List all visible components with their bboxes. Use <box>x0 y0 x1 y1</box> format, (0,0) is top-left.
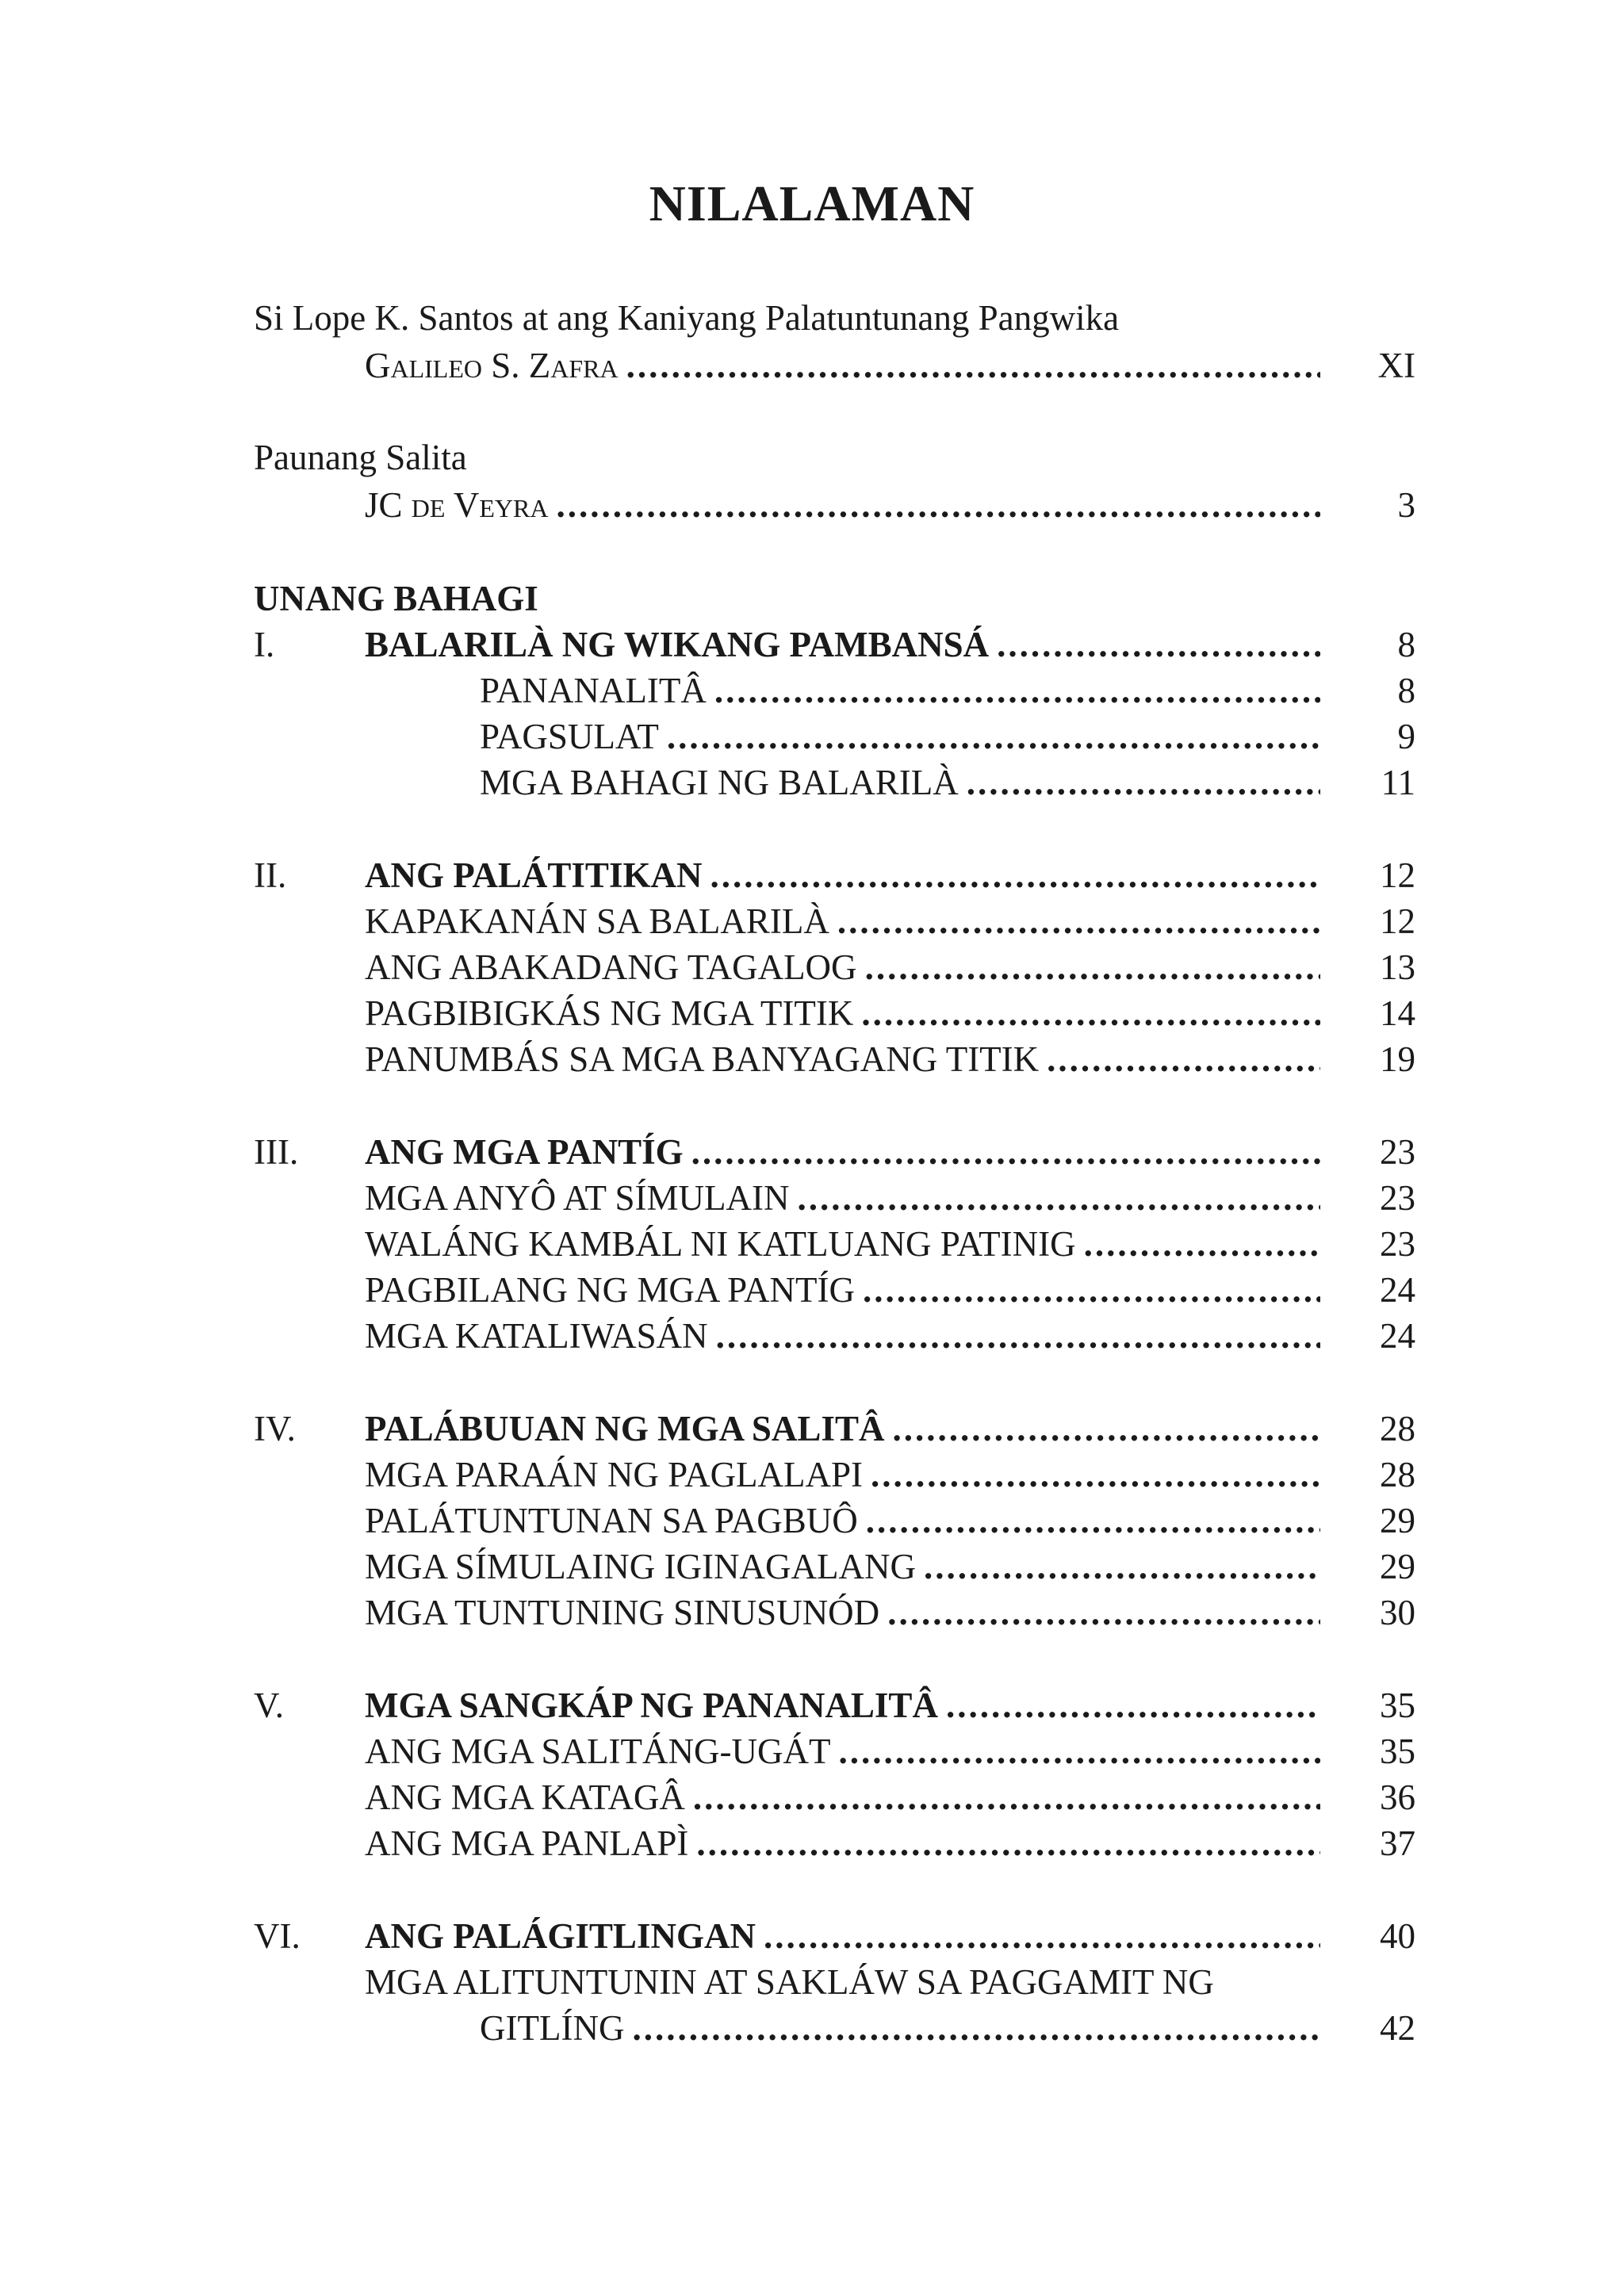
section-title: PALÁTUNTUNAN SA PAGBUÔ <box>365 1501 858 1540</box>
dot-leader <box>967 760 1320 806</box>
section-entry[interactable] <box>365 1036 1320 1082</box>
section-title: ANG ABAKADANG TAGALOG <box>365 947 857 987</box>
dot-leader <box>997 622 1320 668</box>
dot-leader <box>861 990 1320 1036</box>
section-entry[interactable] <box>480 714 1320 760</box>
section-entry[interactable] <box>365 990 1320 1036</box>
page-number: 23 <box>1380 1132 1415 1172</box>
section-title: PANUMBÁS SA MGA BANYAGANG TITIK <box>365 1039 1040 1079</box>
section-entry[interactable] <box>365 1313 1320 1359</box>
section-title: MGA PARAÁN NG PAGLALAPI <box>365 1455 864 1494</box>
dot-leader <box>764 1913 1320 1959</box>
section-entry[interactable] <box>365 1221 1320 1267</box>
dot-leader <box>797 1175 1320 1221</box>
page-number: 40 <box>1380 1916 1415 1956</box>
page-number: 11 <box>1381 763 1415 802</box>
page-number: 42 <box>1380 2008 1415 2048</box>
page-number: 3 <box>1397 485 1415 525</box>
dot-leader <box>1047 1036 1320 1082</box>
dot-leader <box>667 714 1320 760</box>
page-number: 37 <box>1380 1823 1415 1863</box>
section-entry[interactable] <box>365 1774 1320 1820</box>
dot-leader <box>946 1682 1320 1728</box>
dot-leader <box>887 1590 1320 1636</box>
dot-leader <box>871 1452 1320 1498</box>
dot-leader <box>838 1728 1320 1774</box>
section-title: MGA SÍMULAING IGINAGALANG <box>365 1547 916 1586</box>
dot-leader <box>714 668 1320 714</box>
dot-leader <box>924 1544 1320 1590</box>
chapter-entry[interactable] <box>365 852 1320 898</box>
chapter-numeral: II. <box>254 855 287 895</box>
page-title: NILALAMAN <box>649 175 975 232</box>
section-entry[interactable] <box>365 898 1320 944</box>
chapter-numeral: VI. <box>254 1916 301 1956</box>
dot-leader <box>865 944 1320 990</box>
section-title: PAGBIBIGKÁS NG MGA TITIK <box>365 993 854 1033</box>
section-entry[interactable] <box>365 1544 1320 1590</box>
section-title: PANANALITÂ <box>480 671 707 710</box>
dot-leader <box>632 2005 1320 2051</box>
section-entry[interactable] <box>365 1498 1320 1544</box>
page-number: 12 <box>1380 855 1415 895</box>
section-entry[interactable] <box>480 668 1320 714</box>
page-number: 28 <box>1380 1455 1415 1494</box>
page-number: 30 <box>1380 1593 1415 1632</box>
section-entry[interactable] <box>365 1452 1320 1498</box>
page-number: 8 <box>1397 671 1415 710</box>
chapter-title: ANG PALÁGITLINGAN <box>365 1916 756 1956</box>
chapter-numeral: V. <box>254 1686 284 1725</box>
page-number: 14 <box>1380 993 1415 1033</box>
chapter-title: BALARILÀ NG WIKANG PAMBANSÁ <box>365 625 990 664</box>
chapter-title: ANG PALÁTITIKAN <box>365 855 703 895</box>
chapter-title: MGA SANGKÁP NG PANANALITÂ <box>365 1686 938 1725</box>
intro-author: Galileo S. Zafra <box>365 346 619 385</box>
chapter-entry[interactable] <box>365 1682 1320 1728</box>
section-title: PAGBILANG NG MGA PANTÍG <box>365 1270 856 1310</box>
chapter-entry[interactable] <box>365 1913 1320 1959</box>
chapter-numeral: III. <box>254 1132 299 1172</box>
page-number: 24 <box>1380 1270 1415 1310</box>
page-number: 29 <box>1380 1501 1415 1540</box>
section-title: ANG MGA PANLAPÌ <box>365 1823 689 1863</box>
page-number: 24 <box>1380 1316 1415 1356</box>
page-number: 9 <box>1397 717 1415 756</box>
page-number: 12 <box>1380 901 1415 941</box>
section-title: ANG MGA KATAGÂ <box>365 1777 685 1817</box>
section-entry[interactable] <box>365 1590 1320 1636</box>
page-number: 23 <box>1380 1224 1415 1264</box>
dot-leader <box>556 482 1320 528</box>
section-title: MGA TUNTUNING SINUSUNÓD <box>365 1593 880 1632</box>
page-number: 35 <box>1380 1686 1415 1725</box>
section-entry[interactable] <box>365 1820 1320 1866</box>
section-entry[interactable] <box>365 1728 1320 1774</box>
chapter-numeral: I. <box>254 625 275 664</box>
dot-leader <box>892 1406 1320 1452</box>
dot-leader <box>691 1129 1320 1175</box>
page-number: 8 <box>1397 625 1415 664</box>
page-number: 28 <box>1380 1409 1415 1448</box>
section-title: KAPAKANÁN SA BALARILÀ <box>365 901 829 941</box>
section-title: WALÁNG KAMBÁL NI KATLUANG PATINIG <box>365 1224 1076 1264</box>
dot-leader <box>710 852 1320 898</box>
dot-leader <box>626 342 1320 388</box>
chapter-numeral: IV. <box>254 1409 296 1448</box>
section-entry[interactable] <box>365 1175 1320 1221</box>
section-entry[interactable] <box>480 760 1320 806</box>
intro-heading: Si Lope K. Santos at ang Kaniyang Palatuntunang Pangwika <box>254 298 1120 338</box>
section-title: ANG MGA SALITÁNG-UGÁT <box>365 1732 831 1771</box>
section-title: MGA ANYÔ AT SÍMULAIN <box>365 1178 790 1218</box>
section-title-continuation: GITLÍNG <box>480 2008 625 2048</box>
chapter-title: ANG MGA PANTÍG <box>365 1132 684 1172</box>
page-number: 23 <box>1380 1178 1415 1218</box>
intro-author: JC de Veyra <box>365 485 549 525</box>
dot-leader <box>866 1498 1320 1544</box>
page-number: 29 <box>1380 1547 1415 1586</box>
page-number: 13 <box>1380 947 1415 987</box>
section-entry[interactable] <box>480 2005 1320 2051</box>
page-number: XI <box>1377 346 1415 385</box>
chapter-title: PALÁBUUAN NG MGA SALITÂ <box>365 1409 885 1448</box>
dot-leader <box>837 898 1320 944</box>
dot-leader <box>693 1774 1320 1820</box>
page-number: 19 <box>1380 1039 1415 1079</box>
section-title: PAGSULAT <box>480 717 659 756</box>
dot-leader <box>696 1820 1320 1866</box>
chapter-entry[interactable] <box>365 622 1320 668</box>
chapter-entry[interactable] <box>365 1406 1320 1452</box>
section-title: MGA BAHAGI NG BALARILÀ <box>480 763 959 802</box>
section-entry[interactable] <box>365 1267 1320 1313</box>
dot-leader <box>863 1267 1320 1313</box>
dot-leader <box>1084 1221 1320 1267</box>
chapter-entry[interactable] <box>365 1129 1320 1175</box>
section-title: MGA KATALIWASÁN <box>365 1316 708 1356</box>
dot-leader <box>716 1313 1320 1359</box>
page-number: 35 <box>1380 1732 1415 1771</box>
toc-entry[interactable] <box>365 342 1320 388</box>
intro-heading: Paunang Salita <box>254 438 467 477</box>
part-heading: UNANG BAHAGI <box>254 579 538 618</box>
toc-entry[interactable] <box>365 482 1320 528</box>
page-number: 36 <box>1380 1777 1415 1817</box>
section-entry[interactable] <box>365 944 1320 990</box>
section-title[interactable]: MGA ALITUNTUNIN AT SAKLÁW SA PAGGAMIT NG <box>365 1962 1214 2002</box>
